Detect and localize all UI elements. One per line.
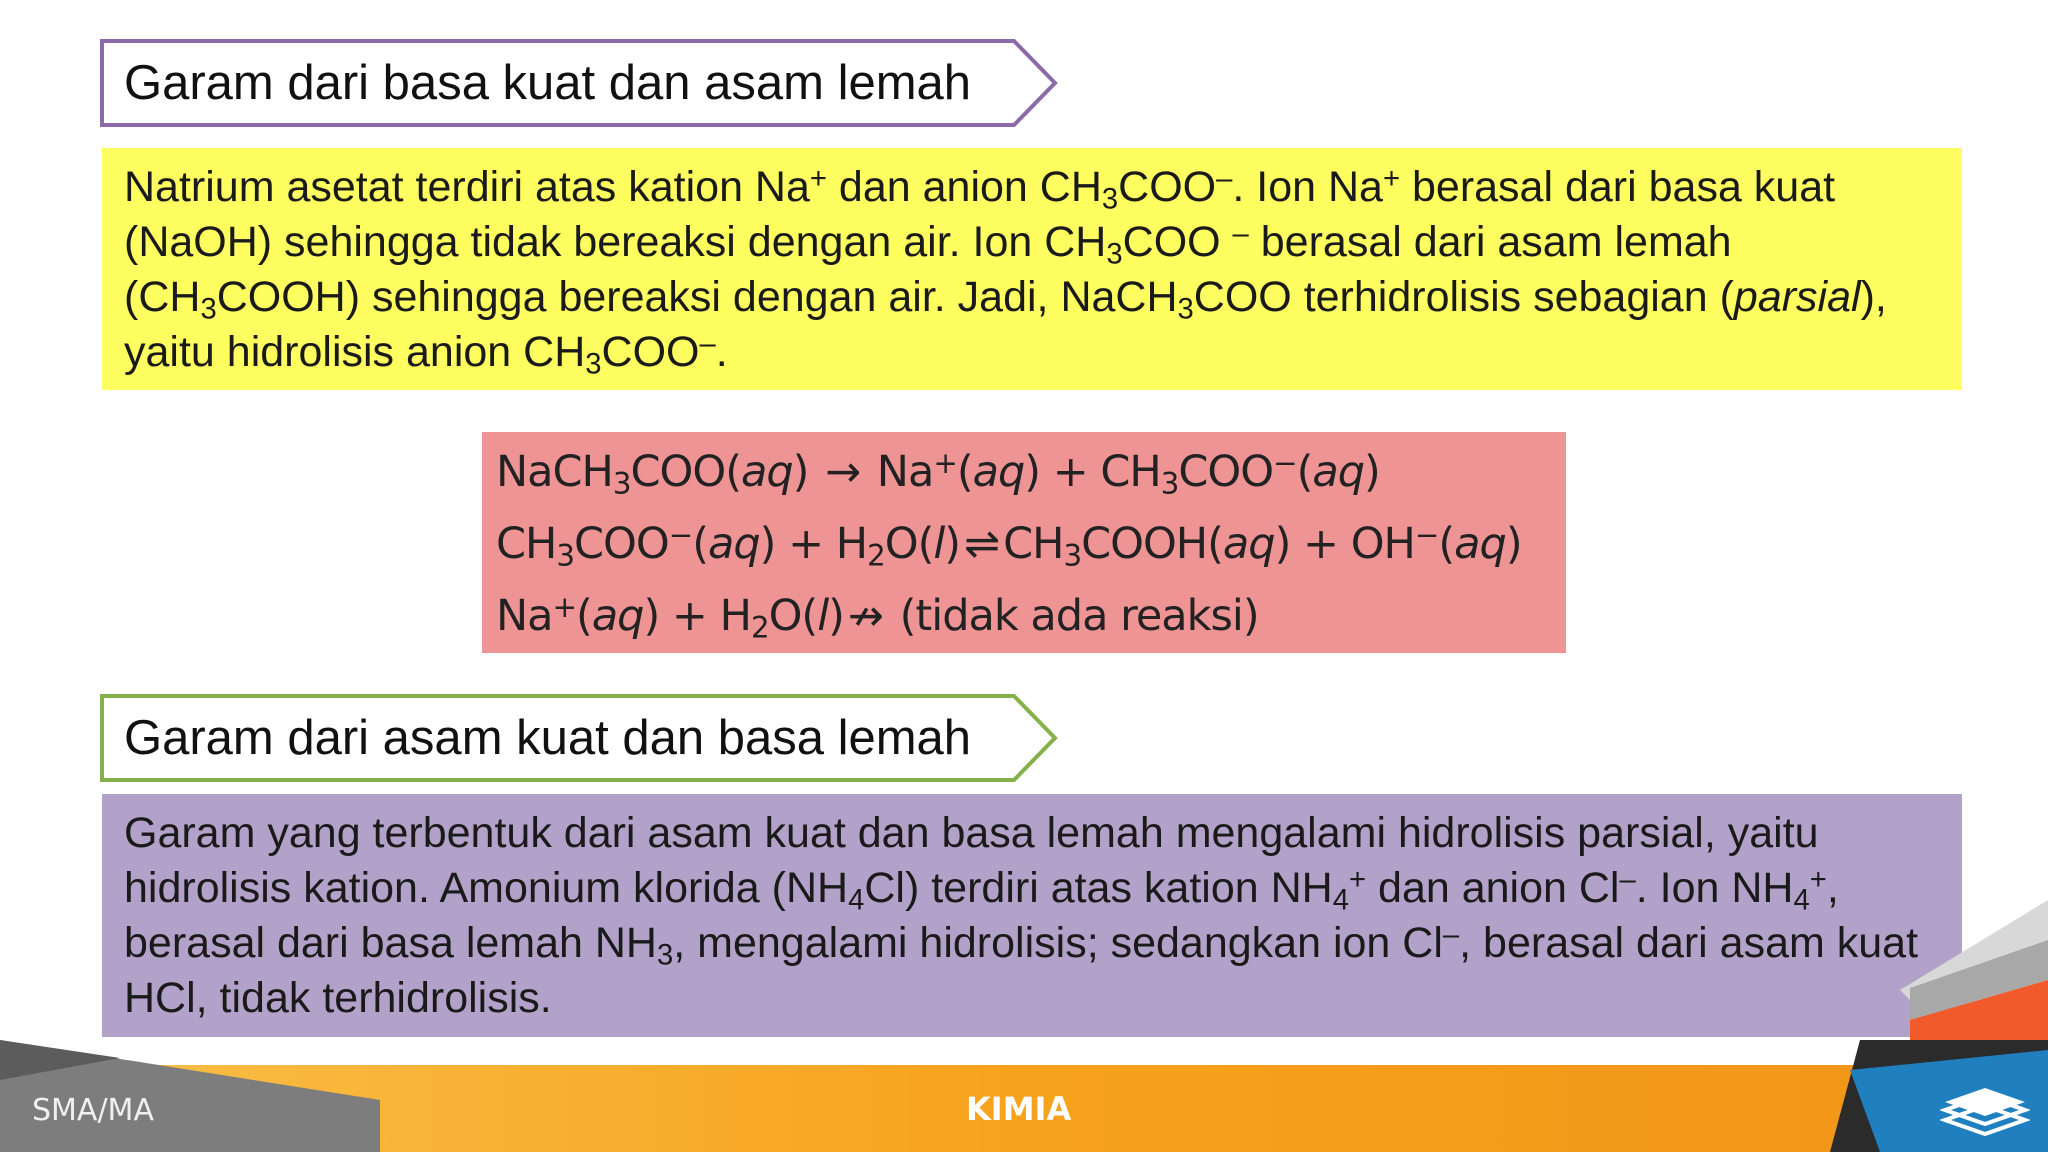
explanation-box-sodium-acetate <box>102 148 1962 390</box>
heading-title: Garam dari basa kuat dan asam lemah <box>124 56 972 110</box>
footer-bar <box>0 1040 2048 1152</box>
reaction-arrow-icon: → <box>825 447 861 497</box>
heading-title: Garam dari asam kuat dan basa lemah <box>124 711 972 765</box>
explanation-box-ammonium-chloride <box>102 794 1962 1037</box>
equilibrium-arrow-icon: ⇌ <box>964 519 1000 569</box>
equation-no-reaction: $Na^+(aq) + H_2O(l)↛$ (tidak ada reaksi) <box>496 580 1552 652</box>
footer-subject-label: KIMIA <box>966 1090 1072 1128</box>
stacked-books-icon <box>1940 1080 2030 1140</box>
footer-level-label: SMA/MA <box>32 1093 154 1128</box>
reaction-equations-box <box>482 432 1566 653</box>
equation-anion-hydrolysis: $CH_3COO^-(aq)$ + $H_2O(l)\rightleftharpoons CH_3COOH(aq) + OH^-(aq)$ <box>496 508 1552 580</box>
paragraph-ammonium-chloride: Garam yang terbentuk dari asam kuat dan basa lemah mengalami hidrolisis parsial, yaitu hidrolisis kation. Amonium klorida $(NH_4Cl)$ terdiri atas kation $NH_4^+$ dan anion Cl–. Ion $NH_4^+$, berasal dari basa lemah $NH_3$, mengalami hidrolisis; sedangkan ion Cl–, berasal dari asam kuat HCl, tidak terhidrolisis. <box>124 809 1919 1022</box>
no-reaction-arrow-icon: ↛ <box>847 591 883 641</box>
equation-dissociation: NaCH$_3$COO(aq) → $Na^+(aq) + CH_3COO^-(aq)$ <box>496 436 1552 508</box>
section-heading-strong-base-weak-acid <box>100 38 1060 128</box>
paragraph-sodium-acetate: Natrium asetat terdiri atas kation Na+ dan anion $CH_3COO^-$. Ion Na+ berasal dari basa kuat (NaOH) sehingga tidak bereaksi dengan air. Ion $CH_3COO$ – berasal dari asam lemah $(CH_3COOH)$ sehingga bereaksi dengan air. Jadi, NaCH$_3$COO terhidrolisis sebagian (parsial), yaitu hidrolisis anion $CH_3COO^-$. <box>124 162 1887 381</box>
section-heading-strong-acid-weak-base <box>100 693 1060 783</box>
